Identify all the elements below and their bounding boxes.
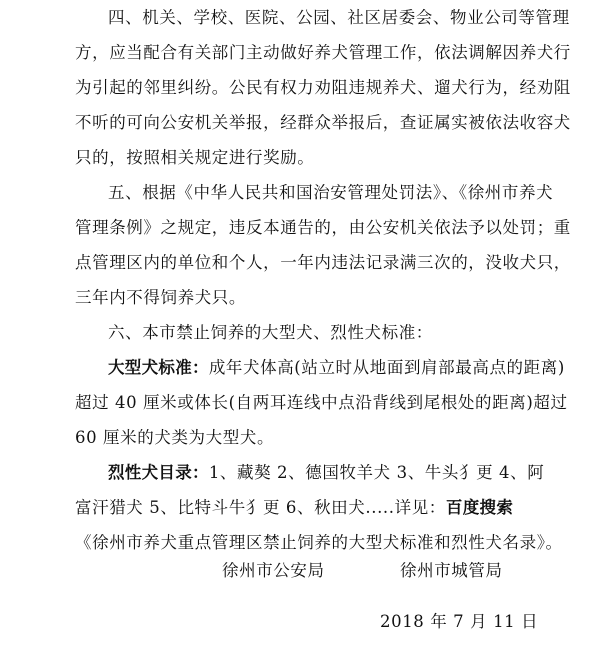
section5-line-3: 点管理区内的单位和个人，一年内违法记录满三次的，没收犬只， [75, 253, 571, 272]
issue-date: 2018 年 7 月 11 日 [380, 612, 539, 631]
large-dog-standard-line-3: 60 厘米的犬类为大型犬。 [75, 428, 275, 447]
section4-line-4: 不听的可向公安机关举报，经群众举报后，查证属实被依法收容犬 [75, 113, 571, 132]
large-dog-standard-label: 大型犬标准： [108, 358, 209, 377]
fierce-dog-list-line-3: 《徐州市养犬重点管理区禁止饲养的大型犬标准和烈性犬名录》。 [75, 533, 563, 552]
large-dog-standard-line-1 [108, 357, 565, 379]
fierce-dog-list-label: 烈性犬目录： [108, 463, 209, 482]
section4-line-2: 方，应当配合有关部门主动做好养犬管理工作，依法调解因养犬行 [75, 43, 571, 62]
fierce-dog-list-text: 1、藏獒 2、德国牧羊犬 3、牛头犭更 4、阿 [208, 463, 545, 482]
large-dog-standard-text: 成年犬体高(站立时从地面到肩部最高点的距离) [208, 358, 565, 377]
section4-line-5: 只的，按照相关规定进行奖励。 [75, 148, 315, 167]
signature-urban-management-bureau: 徐州市城管局 [400, 561, 503, 580]
baidu-search-label: 百度搜索 [445, 498, 514, 517]
section5-line-1: 五、根据《中华人民共和国治安管理处罚法》、《徐州市养犬 [108, 183, 554, 202]
fierce-dog-list-line-1 [108, 462, 544, 484]
section6-heading: 六、本市禁止饲养的大型犬、烈性犬标准： [108, 323, 433, 342]
section5-line-2: 管理条例》之规定，违反本通告的，由公安机关依法予以处罚；重 [75, 218, 571, 237]
fierce-dog-list-text-2: 富汗猎犬 5、比特斗牛犭更 6、秋田犬.....详见： [75, 498, 446, 517]
section4-line-3: 为引起的邻里纠纷。公民有权力劝阻违规养犬、遛犬行为，经劝阻 [75, 78, 571, 97]
section4-line-1: 四、机关、学校、医院、公园、社区居委会、物业公司等管理 [108, 8, 570, 27]
signature-police-bureau: 徐州市公安局 [222, 561, 325, 580]
large-dog-standard-line-2: 超过 40 厘米或体长(自两耳连线中点沿背线到尾根处的距离)超过 [75, 393, 568, 412]
fierce-dog-list-line-2 [75, 497, 513, 519]
section5-line-4: 三年内不得饲养犬只。 [75, 288, 246, 307]
